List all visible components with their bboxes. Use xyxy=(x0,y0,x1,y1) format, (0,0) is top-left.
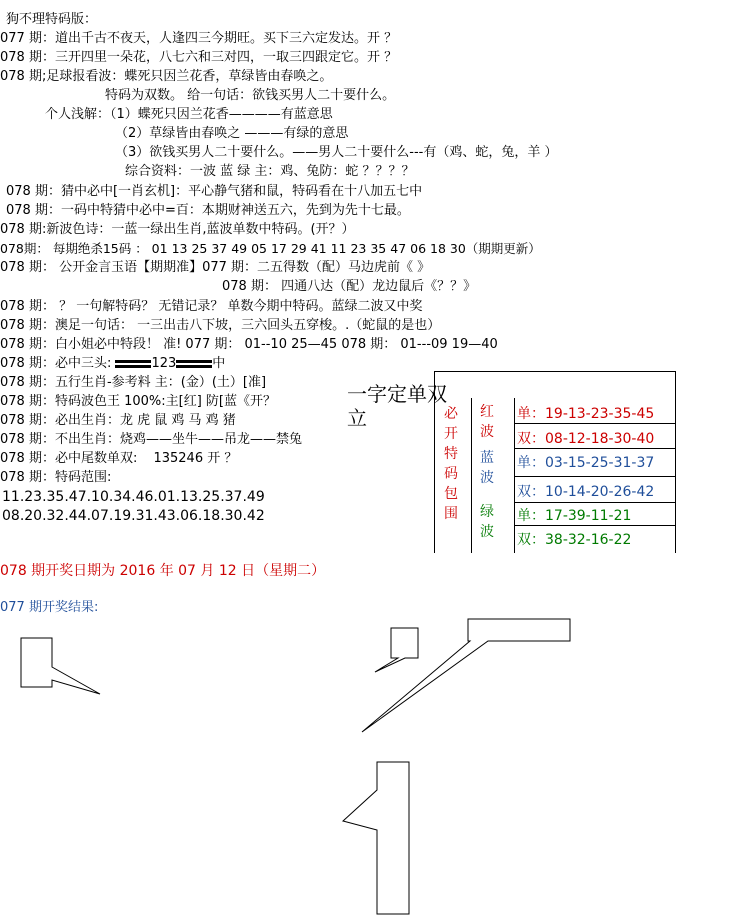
text-line: 078 期：必出生肖：龙 虎 鼠 鸡 马 鸡 猪 xyxy=(0,413,236,428)
text-line: 078 期：三开四里一朵花，八七六和三对四，一取三四跟定它。开 ？ xyxy=(0,50,398,65)
speech-bubble-shape xyxy=(343,762,409,914)
text-line: 078 期：白小姐必中特段！ 准! 077 期： 01--10 25—45 078 期： 01---09 19—40 xyxy=(0,337,498,352)
red-wave-label: 红波 xyxy=(480,404,494,440)
speech-bubble-shape xyxy=(375,628,418,672)
text-line: 078 期：澳足一句话： 一三出击八下坡，三六回头五穿梭。.（蛇鼠的是也） xyxy=(0,318,441,333)
box-row: 双：38-32-16-22 xyxy=(517,532,632,548)
text-line: 078 期：五行生肖-参考料 主：(金）(土）[准] xyxy=(0,375,267,390)
text-line: 特码为双数。 给一句话：欲钱买男人二十要什么。 xyxy=(105,88,396,103)
text-line: 078 期：猜中必中[一肖玄机]：平心静气猪和鼠，特码看在十八加五七中 xyxy=(6,184,423,199)
result-label: 077 期开奖结果: xyxy=(0,600,99,615)
tail-label: 078 期：必中尾数单双: xyxy=(0,451,138,466)
box-row: 单：17-39-11-21 xyxy=(517,508,632,524)
text-line: 综合资料：一波 蓝 绿 主：鸡、兔防：蛇 ？？？？ xyxy=(125,164,415,179)
text-line: 078 期： 四通八达（配）龙边鼠后《？？》 xyxy=(222,279,477,294)
range-line: 11.23.35.47.10.34.46.01.13.25.37.49 xyxy=(2,489,265,505)
text-line: 078 期：特码范围: xyxy=(0,470,112,485)
kill-numbers-line: 078期： 每期绝杀15码 ： 01 13 25 37 49 05 17 29 41 11 23 35 47 06 18 30（期期更新） xyxy=(0,241,541,256)
page-title: 狗不理特码版： xyxy=(6,12,98,27)
blue-wave-label: 蓝波 xyxy=(480,450,494,486)
stamp-text: 一字定单双立 xyxy=(347,382,447,430)
box-label: 必开特码包围 xyxy=(444,406,458,522)
draw-date: 078 期开奖日期为 2016 年 07 月 12 日（星期二） xyxy=(0,563,326,579)
text-line: （2）草绿皆由春唤之 ———有绿的意思 xyxy=(115,126,349,141)
box-row: 单：19-13-23-35-45 xyxy=(517,406,655,422)
box-row: 单：03-15-25-31-37 xyxy=(517,455,655,471)
text-line: 078 期：不出生肖：烧鸡——坐牛——吊龙——禁兔 xyxy=(0,432,302,447)
text-line: （3）欲钱买男人二十要什么。——男人二十要什么---有（鸡、蛇，兔，羊 ） xyxy=(115,145,558,160)
text-line: 078 期：特码波色王 100%:主[红] 防[蓝《开？ xyxy=(0,394,276,409)
box-row: 双：08-12-18-30-40 xyxy=(517,431,655,447)
tail-value: 135246 开 ？ xyxy=(153,451,238,466)
green-wave-label: 绿波 xyxy=(480,504,494,540)
text-line: 078 期：一码中特猜中必中=百：本期财神送五六，先到为先十七最。 xyxy=(6,203,410,218)
text-line: 个人浅解：（1）蝶死只因兰花香————有蓝意思 xyxy=(45,107,333,122)
range-line: 08.20.32.44.07.19.31.43.06.18.30.42 xyxy=(2,508,265,524)
text-line: 078 期： ？ 一句解特码？ 无错记录？ 单数今期中特码。蓝绿二波又中奖 xyxy=(0,299,423,314)
text-line: 078 期;足球报看波：蝶死只因兰花香，草绿皆由春唤之。 xyxy=(0,69,333,84)
text-line: 078 期:新波色诗：一蓝一绿出生肖,蓝波单数中特码。(开？） xyxy=(0,222,355,237)
speech-bubble-shape xyxy=(21,638,100,694)
heads-suffix: 中 xyxy=(212,356,226,371)
heads-value: 123 xyxy=(151,356,177,371)
box-row: 双：10-14-20-26-42 xyxy=(517,484,655,500)
text-line: 077 期：道出千古不夜天，人逢四三今期旺。买下三六定发达。开 ？ xyxy=(0,31,398,46)
text-line: 078 期： 公开金言玉语【期期准】077 期：二五得数（配）马边虎前《 》 xyxy=(0,260,431,275)
heads-label: 078 期：必中三头: xyxy=(0,356,112,371)
